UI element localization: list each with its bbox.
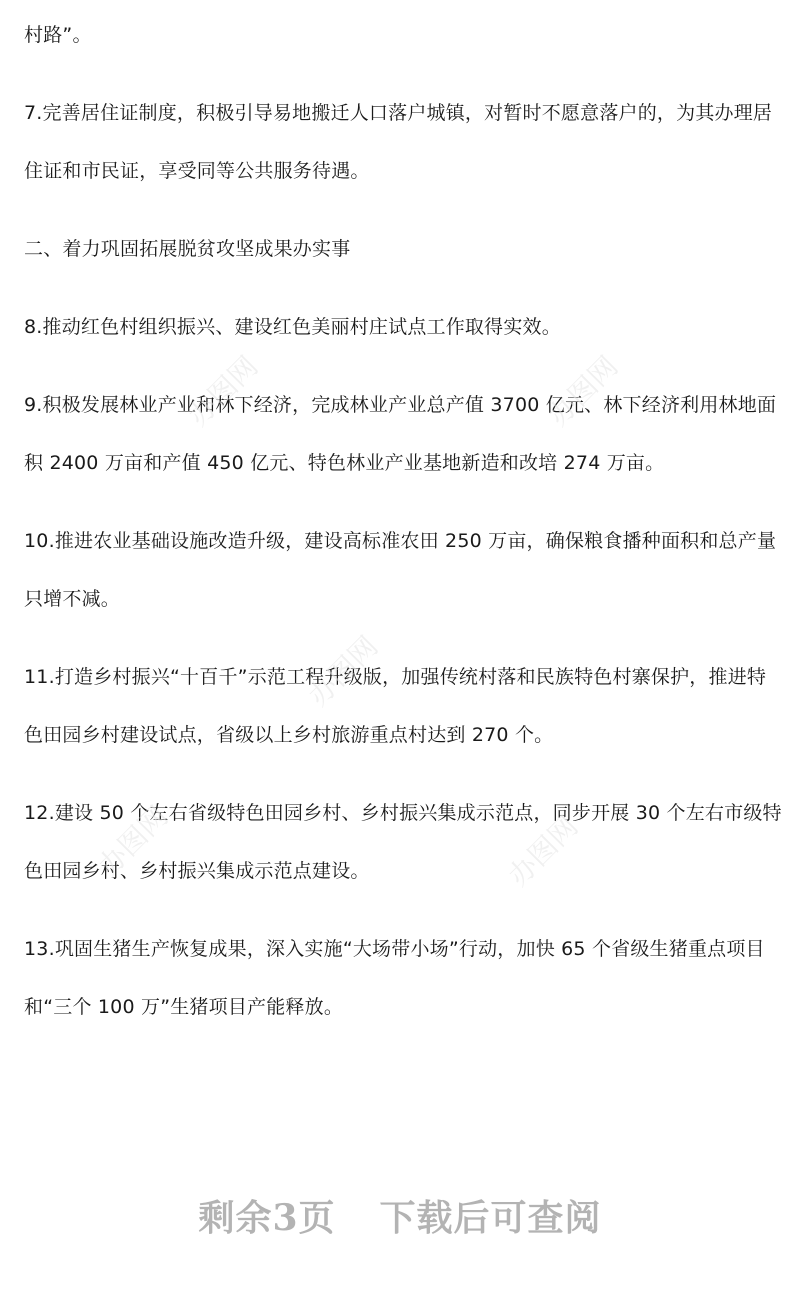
watermark: 办图网 — [501, 809, 585, 893]
watermark: 办图网 — [301, 629, 385, 713]
section-heading: 二、着力巩固拓展脱贫攻坚成果办实事 — [24, 238, 351, 260]
download-prompt[interactable] — [0, 1190, 800, 1241]
watermark: 办图网 — [91, 799, 175, 883]
paragraph-item-13: 13.巩固生猪生产恢复成果，深入实施“大场带小场”行动，加快 65 个省级生猪重点项目和“三个 100 万”生猪项目产能释放。 — [24, 938, 765, 1018]
paragraph-item-12: 12.建设 50 个左右省级特色田园乡村、乡村振兴集成示范点，同步开展 30 个左右市级特色田园乡村、乡村振兴集成示范点建设。 — [24, 802, 782, 882]
paragraph-item-11: 11.打造乡村振兴“十百千”示范工程升级版，加强传统村落和民族特色村寨保护，推进特色田园乡村建设试点，省级以上乡村旅游重点村达到 270 个。 — [24, 666, 767, 746]
paragraph-item-9: 9.积极发展林业产业和林下经济，完成林业产业总产值 3700 亿元、林下经济利用林地面积 2400 万亩和产值 450 亿元、特色林业产业基地新造和改培 274 万亩。 — [24, 394, 777, 474]
paragraph-item-10: 10.推进农业基础设施改造升级，建设高标准农田 250 万亩，确保粮食播种面积和总产量只增不减。 — [24, 530, 777, 610]
paragraph-item-7: 7.完善居住证制度，积极引导易地搬迁人口落户城镇，对暂时不愿意落户的，为其办理居住证和市民证，享受同等公共服务待遇。 — [24, 102, 773, 182]
download-to-view-label[interactable]: 下载后可查阅 — [379, 1197, 602, 1239]
watermark: 办图网 — [181, 349, 265, 433]
watermark: 办图网 — [541, 349, 625, 433]
paragraph-continuation: 村路”。 — [24, 24, 92, 46]
document-body — [24, 0, 784, 1056]
paragraph-item-8: 8.推动红色村组织振兴、建设红色美丽村庄试点工作取得实效。 — [24, 316, 561, 338]
remaining-pages-label: 剩余3页 — [198, 1197, 336, 1239]
